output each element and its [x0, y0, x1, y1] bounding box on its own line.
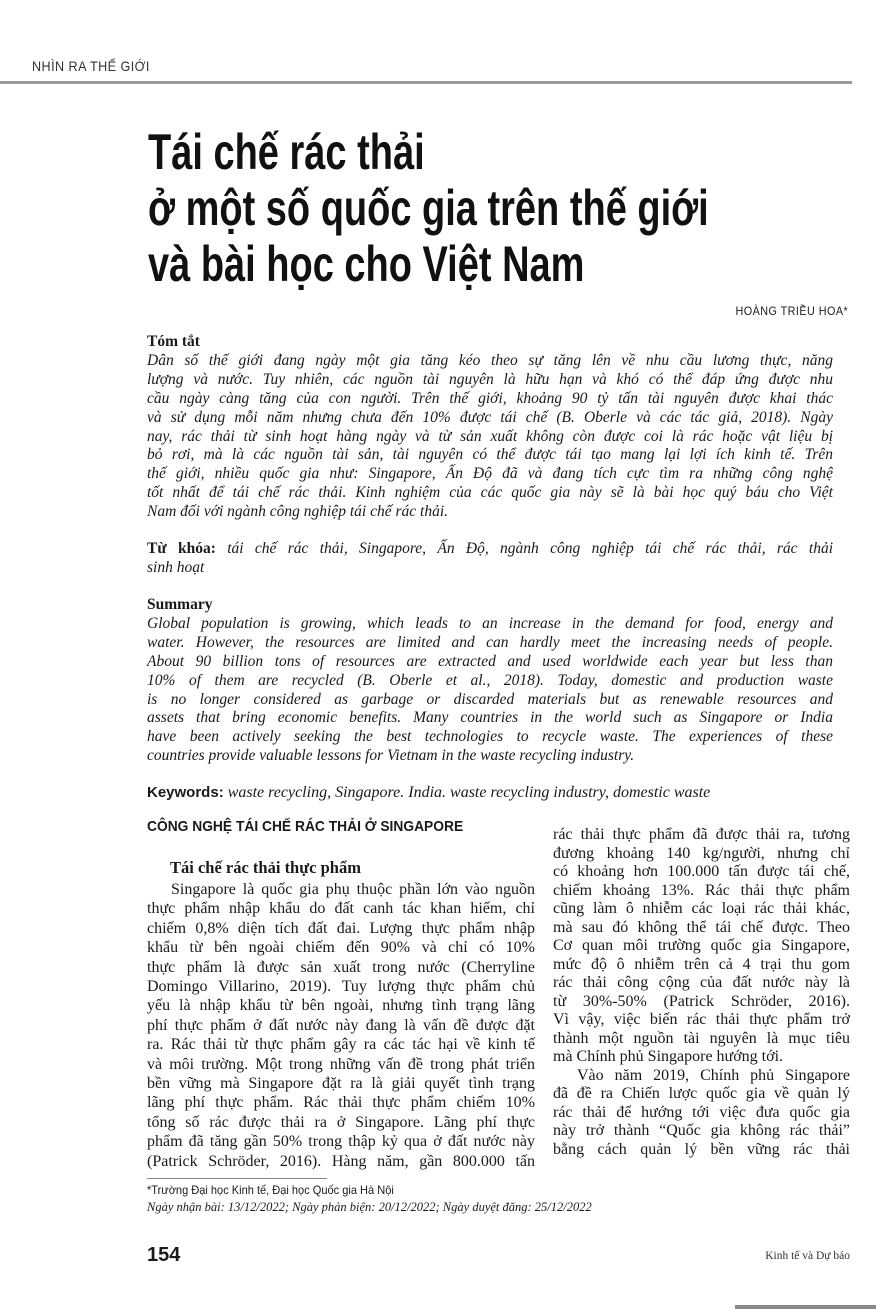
subsection-heading: Tái chế rác thải thực phẩm [170, 858, 361, 877]
text-line: bằng cách quản lý bền vững rác thải [553, 1140, 850, 1158]
abstract-vietnamese [147, 333, 833, 578]
author-affiliation: *Trường Đại học Kinh tế, Đại học Quốc gia Hà Nội [147, 1183, 394, 1197]
text-line: bền vững mà Singapore đặt ra là giải quyết tình trạng [147, 1075, 535, 1093]
abstract-text [147, 352, 833, 522]
keywords-english [147, 784, 833, 803]
header-rule [0, 81, 852, 84]
text-line: ra. Rác thải từ thực phẩm gây ra các tác hại về kinh tế [147, 1036, 535, 1054]
text-line: rác thải thực phẩm đã được thải ra, tương [553, 826, 850, 843]
section-label: NHÌN RA THẾ GIỚI [32, 58, 150, 74]
keywords-text: tái chế rác thải, Singapore, Ấn Độ, ngành công nghiệp tái chế rác thải, rác thải [215, 540, 834, 558]
text-line: và môi trường. Một trong những vấn đề trong phát triển [147, 1055, 535, 1073]
footer-bar [735, 1305, 876, 1309]
text-line: Vào năm 2019, Chính phủ Singapore [577, 1066, 850, 1084]
text-line: countries provide valuable lessons for Vietnam in the waste recycling industry. [147, 747, 635, 765]
text-line: tốt nhất để tái chế rác thải. Kinh nghiệm của các quốc gia này sẽ là bài học quý báu cho Việt [147, 484, 833, 502]
text-line: yếu là nhập khẩu từ bên ngoài, nhưng tình trạng lãng [147, 997, 535, 1015]
keywords-vietnamese [147, 540, 833, 578]
text-line: có khoảng hơn 100.000 tấn được tái chế, [553, 863, 850, 880]
text-line: này trở thành “Quốc gia không rác thải” [553, 1122, 850, 1139]
title-line: ở một số quốc gia trên thế giới [148, 180, 709, 236]
text-line: bỏ rơi, mà là các nguồn tài sản, tài nguyên có thể được tái tạo mang lại lợi ích kinh tế. Trên [147, 446, 833, 464]
text-line: tổng số rác được thải ra ở Singapore. Lãng phí thực [147, 1113, 535, 1131]
text-line: thực phẩm nhập khẩu do đất canh tác khan hiếm, chỉ [147, 900, 535, 918]
text-line: phẩm đã tăng gần 50% trong thập kỷ qua ở đất nước này [147, 1133, 535, 1151]
text-line: chiếm 0,8% diện tích đất đai. Lượng thực phẩm nhập [147, 919, 535, 937]
text-line: Vì vậy, việc biến rác thải thực phẩm trở [553, 1011, 850, 1028]
footnote-rule [147, 1178, 327, 1179]
author-name: HOÀNG TRIỀU HOA* [735, 304, 848, 318]
page-number: 154 [147, 1244, 181, 1266]
text-line: Dân số thế giới đang ngày một gia tăng kéo theo sự tăng lên về nhu cầu lương thực, năng [147, 351, 833, 369]
body-column-left [147, 880, 535, 1171]
text-line: đương khoảng 140 kg/người, nhưng chỉ [553, 844, 850, 862]
text-line: chiếm khoảng 13%. Rác thải thực phẩm [553, 881, 850, 899]
text-line: have been actively seeking the best technologies to recycle waste. The experiences of these [147, 728, 833, 746]
abstract-heading: Tóm tắt [147, 333, 200, 350]
section-heading: CÔNG NGHỆ TÁI CHẾ RÁC THẢI Ở SINGAPORE [147, 818, 464, 835]
text-line: Domingo Villarino, 2019). Tuy lượng thực phẩm chủ [147, 978, 535, 996]
text-line: phí thực phẩm ở đất nước này đang là vấn đề được đặt [147, 1016, 535, 1034]
text-line: About 90 billion tons of resources are extracted and used worldwide each year but less than [147, 652, 833, 670]
text-line: Global population is growing, which leads to an increase in the demand for food, energy and [147, 614, 833, 632]
text-line: 10% of them are recycled (B. Oberle et al., 2018). Today, domestic and production waste [147, 671, 833, 689]
summary-text [147, 615, 833, 766]
text-line: khẩu từ bên ngoài chiếm đến 90% và chỉ có 10% [147, 939, 535, 957]
text-line: is no longer considered as garbage or discarded materials but as renewable resources and [147, 690, 833, 708]
text-line: thực phẩm là được sản xuất trong nước (Cherryline [147, 958, 535, 976]
publication-dates: Ngày nhận bài: 13/12/2022; Ngày phản biện: 20/12/2022; Ngày duyệt đăng: 25/12/2022 [147, 1200, 592, 1214]
text-line: Nam đối với ngành công nghiệp tái chế rác thải. [147, 503, 449, 521]
text-line: từ 30%-50% (Patrick Schröder, 2016). [553, 992, 850, 1010]
text-line: rác thải để hướng tới việc đưa quốc gia [553, 1103, 850, 1121]
body-column-right [553, 826, 850, 1159]
keywords-label: Keywords: [147, 784, 224, 802]
text-line: mà Chính phủ Singapore hướng tới. [553, 1048, 784, 1065]
text-line: và sử dụng mỗi năm nhưng chưa đến 10% được tái chế (B. Oberle và các tác giả, 2018). Ngày [147, 408, 833, 426]
text-line: thành một nguồn tài nguyên là mục tiêu [553, 1029, 850, 1047]
keywords-label: Từ khóa: [147, 540, 216, 558]
text-line: mà sau đó không thể tái chế được. Theo [553, 918, 850, 936]
text-line: Singapore là quốc gia phụ thuộc phần lớn vào nguồn [171, 881, 535, 898]
text-line: cũng làm ô nhiễm các loại rác thải khác, [553, 900, 850, 917]
text-line: Cơ quan môi trường quốc gia Singapore, [553, 937, 850, 954]
abstract-english [147, 596, 833, 803]
text-line: rác thải công cộng của đất nước này là [553, 974, 850, 991]
keywords-text: waste recycling, Singapore. India. waste recycling industry, domestic waste [223, 784, 711, 802]
journal-name: Kinh tế và Dự báo [765, 1250, 850, 1262]
text-line: lãng phí thực phẩm. Rác thải thực phẩm chiếm 10% [147, 1094, 535, 1112]
text-line: nay, rác thải từ sinh hoạt hàng ngày và từ sản xuất không còn được coi là rác hoặc vật liệu bị [147, 427, 833, 445]
keywords-text: sinh hoạt [147, 558, 205, 576]
title-line: Tái chế rác thải [148, 124, 425, 180]
text-line: mức độ ô nhiễm trên cả 4 trại thu gom [553, 955, 850, 973]
text-line: lượng và nước. Tuy nhiên, các nguồn tài nguyên là hữu hạn và khó có thể đáp ứng được nhu [147, 370, 833, 388]
text-line: assets that bring economic benefits. Many countries in the world such as Singapore or India [147, 709, 833, 727]
text-line: water. However, the resources are limited and can hardly meet the increasing needs of people. [147, 633, 833, 651]
text-line: đã đề ra Chiến lược quốc gia về quản lý [553, 1085, 850, 1102]
text-line: thế giới, nhiều quốc gia như: Singapore, Ấn Độ đã và đang tích cực tìm ra những công nghệ [147, 465, 833, 483]
text-line: (Patrick Schröder, 2016). Hàng năm, gần 800.000 tấn [147, 1152, 535, 1170]
title-line: và bài học cho Việt Nam [148, 236, 585, 292]
text-line: cầu ngày càng tăng của con người. Trên thế giới, khoảng 90 tỷ tấn tài nguyên được khai thác [147, 389, 833, 407]
summary-heading: Summary [147, 596, 213, 613]
